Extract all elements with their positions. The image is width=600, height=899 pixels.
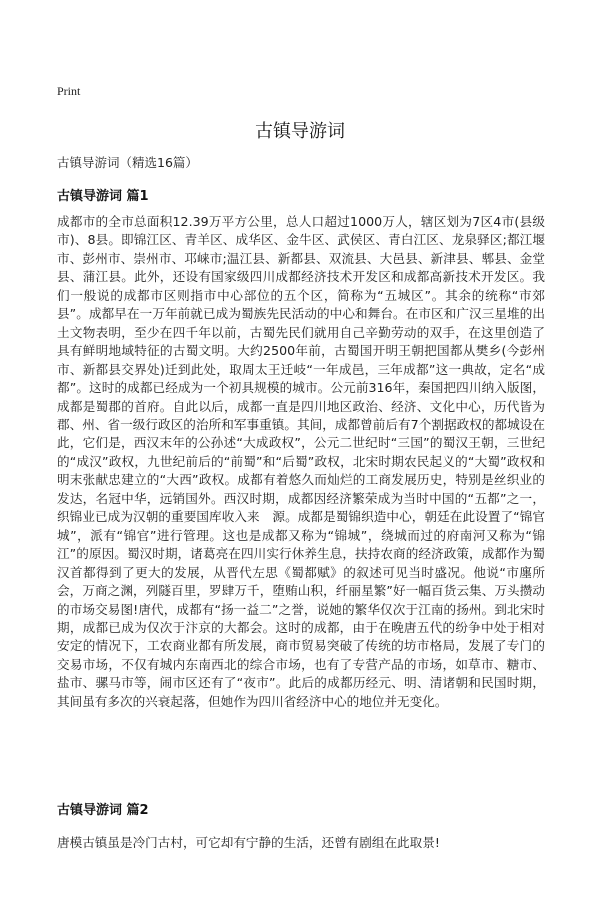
- page-title: 古镇导游词: [255, 121, 345, 142]
- section-heading-2: 古镇导游词 篇2: [57, 803, 149, 818]
- section-body-2: 唐模古镇虽是冷门古村，可它却有宁静的生活，还曾有剧组在此取景!: [57, 835, 440, 850]
- print-link[interactable]: Print: [57, 84, 81, 98]
- section-body-1: 成都市的全市总面积12.39万平方公里，总人口超过1000万人，辖区划为7区4市(县级市)、8县。即锦江区、青羊区、成华区、金牛区、武侯区、青白江区、龙泉驿区;都江堰市、彭州市、崇州市、邛崃市;温江县、新都县、双流县、大邑县、新津县、郫县、金堂县、蒲江县。此外，还设有国家级四川成都经济技术开发区和成都高新技术开发区。我们一般说的成都市区则指市中心部位的五个区，简称为“五城区”。其余的统称“市郊县”。成都早在一万年前就已成为蜀族先民活动的中心和舞台。在市区和广汉三星堆的出土文物表明，至少在四千年以前，古蜀先民们就用自己辛勤劳动的双手，在这里创造了具有鲜明地域特征的古蜀文明。大约2500年前，古蜀国开明王朝把国都从樊乡(今彭州市、新都县交界处)迁到此处，取周太王迁岐“一年成邑，三年成都”这一典故，定名“成都”。这时的成都已经成为一个初具规模的城市。公元前316年，秦国把四川纳入版图，成都是蜀郡的首府。自此以后，成都一直是四川地区政治、经济、文化中心，历代皆为郡、州、省一级行政区的治所和军事重镇。其间，成都曾前后有7个割据政权的都城设在此，它们是，西汉末年的公孙述“大成政权”，公元二世纪时“三国”的蜀汉王朝，三世纪的“成汉”政权，九世纪前后的“前蜀”和“后蜀”政权，北宋时期农民起义的“大蜀”政权和明末张献忠建立的“大西”政权。成都有着悠久而灿烂的工商发展历史，特别是丝织业的发达，名冠中华，远销国外。西汉时期，成都因经济繁荣成为当时中国的“五都”之一，织锦业已成为汉朝的重要国库收入来 源。成都是蜀锦织造中心，朝廷在此设置了“锦官城”，派有“锦官”进行管理。这也是成都又称为“锦城”，绕城而过的府南河又称为“锦江”的原因。蜀汉时期，诸葛亮在四川实行休养生息，扶持农商的经济政策，成都作为蜀汉首都得到了更大的发展，从晋代左思《蜀都赋》的叙述可见当时盛况。他说“市廛所会，万商之渊，列隧百里，罗肆万千，堕贿山积，纤丽星繁”好一幅百货云集、万头攒动的市场交易图!唐代，成都有“扬一益二”之誉，说她的繁华仅次于江南的扬州。到北宋时期，成都已成为仅次于汴京的大都会。这时的成都，由于在晚唐五代的纷争中处于相对安定的情况下，工农商业都有所发展，商市贸易突破了传统的坊市格局，发展了专门的交易市场，不仅有城内东南西北的综合市场，也有了专营产品的市场，如草市、糖市、盐市、骡马市等，闹市区还有了“夜市”。此后的成都历经元、明、清诸朝和民国时期，其间虽有多次的兴衰起落，但她作为四川省经济中心的地位并无变化。: [57, 214, 545, 709]
- document-subtitle: 古镇导游词（精选16篇）: [57, 155, 198, 170]
- section-heading-1: 古镇导游词 篇1: [57, 189, 149, 204]
